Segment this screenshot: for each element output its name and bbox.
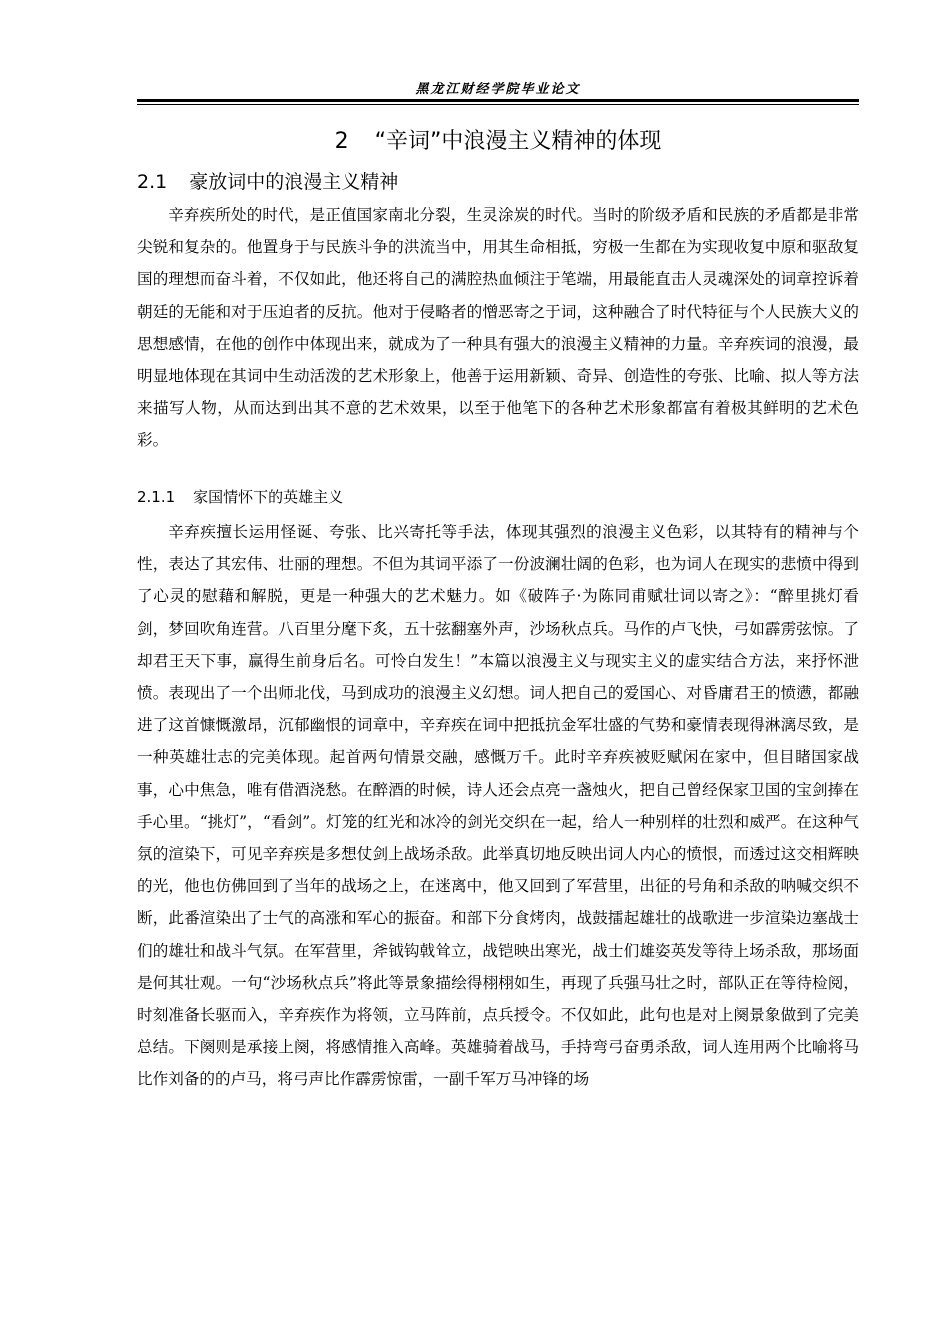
body-paragraph-1: 辛弃疾所处的时代，是正值国家南北分裂，生灵涂炭的时代。当时的阶级矛盾和民族的矛盾都是非常尖锐和复杂的。他置身于与民族斗争的洪流当中，用其生命相抵，穷极一生都在为实现收复中原和驱敌复国的理想而奋斗着，不仅如此，他还将自己的满腔热血倾注于笔端，用最能直击人灵魂深处的词章控诉着朝廷的无能和对于压迫者的反抗。他对于侵略者的憎恶寄之于词，这种融合了时代特征与个人民族大义的思想感情，在他的创作中体现出来，就成为了一种具有强大的浪漫主义精神的力量。辛弃疾词的浪漫，最明显地体现在其词中生动活泼的艺术形象上，他善于运用新颖、奇异、创造性的夸张、比喻、拟人等方法来描写人物，从而达到出其不意的艺术效果，以至于他笔下的各种艺术形象都富有着极其鲜明的艺术色彩。 bbox=[137, 206, 859, 450]
body-paragraph-2: 辛弃疾擅长运用怪诞、夸张、比兴寄托等手法，体现其强烈的浪漫主义色彩，以其特有的精神与个性，表达了其宏伟、壮丽的理想。不但为其词平添了一份波澜壮阔的色彩，也为词人在现实的悲愤中得到了心灵的慰藉和解脱，更是一种强大的艺术魅力。如《破阵子·为陈同甫赋壮词以寄之》：“醉里挑灯看剑，梦回吹角连营。八百里分麾下炙，五十弦翻塞外声，沙场秋点兵。马作的卢飞快，弓如霹雳弦惊。了却君王天下事，赢得生前身后名。可怜白发生！”本篇以浪漫主义与现实主义的虚实结合方法，来抒怀泄愤。表现出了一个出师北伐，马到成功的浪漫主义幻想。词人把自己的爱国心、对昏庸君王的愤懑，都融进了这首慷慨激昂，沉郁幽恨的词章中，辛弃疾在词中把抵抗金军壮盛的气势和豪情表现得淋漓尽致，是一种英雄壮志的完美体现。起首两句情景交融，感慨万千。此时辛弃疾被贬赋闲在家中，但目睹国家战事，心中焦急，唯有借酒浇愁。在醉酒的时候，诗人还会点亮一盏烛火，把自己曾经保家卫国的宝剑捧在手心里。“挑灯”，“看剑”。灯笼的红光和冰冷的剑光交织在一起，给人一种别样的壮烈和威严。在这种气氛的渲染下，可见辛弃疾是多想仗剑上战场杀敌。此举真切地反映出词人内心的愤恨，而透过这交相辉映的光，他也仿佛回到了当年的战场之上，在迷离中，他又回到了军营里，出征的号角和杀敌的呐喊交织不断，此番渲染出了士气的高涨和军心的振奋。和部下分食烤肉，战鼓擂起雄壮的战歌进一步渲染边塞战士们的雄壮和战斗气氛。在军营里，斧钺钩戟耸立，战铠映出寒光，战士们雄姿英发等待上场杀敌，那场面是何其壮观。一句“沙场秋点兵”将此等景象描绘得栩栩如生，再现了兵强马壮之时，部队正在等待检阅，时刻准备长驱而入，辛弃疾作为将领，立马阵前，点兵授令。不仅如此，此句也是对上阕景象做到了完美总结。下阕则是承接上阕，将感情推入高峰。英雄骑着战马，手持弯弓奋勇杀敌，词人连用两个比喻将马比作刘备的的卢马，将弓声比作霹雳惊雷，一副千军万马冲锋的场 bbox=[137, 523, 859, 1089]
header-rule-thin bbox=[137, 104, 859, 105]
chapter-title: “辛词”中浪漫主义精神的体现 bbox=[374, 129, 662, 154]
subsection-number: 2.1.1 bbox=[137, 488, 176, 506]
header-rule-thick bbox=[137, 99, 859, 102]
subsection-title: 家国情怀下的英雄主义 bbox=[193, 488, 344, 506]
chapter-heading bbox=[137, 124, 859, 155]
section-heading bbox=[137, 167, 398, 194]
section-number: 2.1 bbox=[137, 171, 168, 193]
running-header: 黑龙江财经学院毕业论文 bbox=[415, 82, 581, 97]
section-title: 豪放词中的浪漫主义精神 bbox=[189, 171, 399, 193]
chapter-number: 2 bbox=[334, 129, 349, 154]
subsection-heading bbox=[137, 486, 343, 507]
